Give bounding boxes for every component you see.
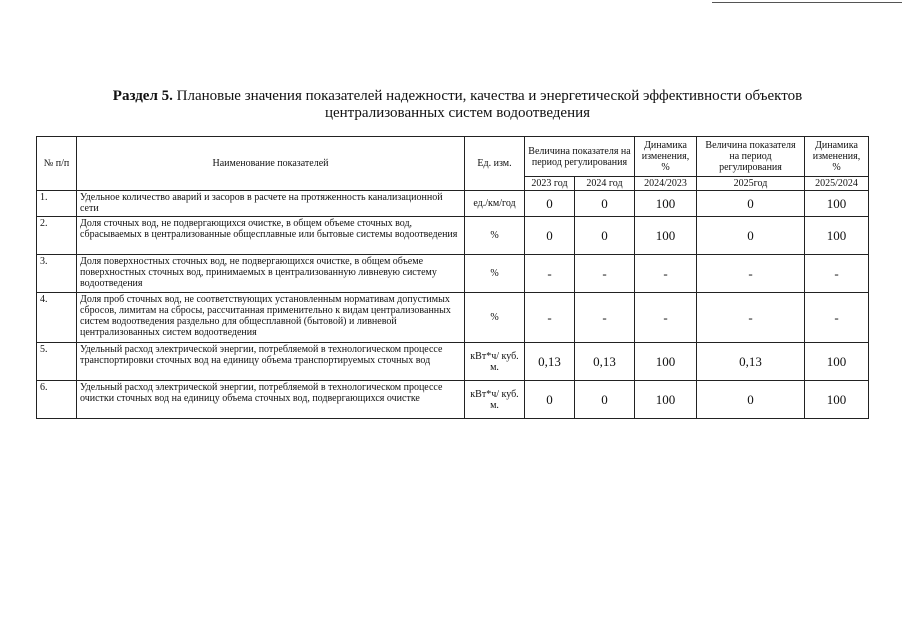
table-row bbox=[37, 381, 869, 419]
header-dynamics-2-period: 2025/2024 bbox=[805, 177, 869, 191]
table-row bbox=[37, 293, 869, 343]
value-2023: 0,13 bbox=[525, 343, 575, 381]
value-2023: - bbox=[525, 293, 575, 343]
value-2025: 0 bbox=[697, 191, 805, 217]
section-label: Раздел 5. bbox=[112, 88, 173, 104]
header-dynamics-2: Динамика изменения, % bbox=[805, 137, 869, 177]
table-row bbox=[37, 217, 869, 255]
value-2024: 0 bbox=[575, 217, 635, 255]
header-dynamics-1-period: 2024/2023 bbox=[635, 177, 697, 191]
value-2023: 0 bbox=[525, 381, 575, 419]
row-num: 3. bbox=[37, 255, 77, 293]
row-name: Доля поверхностных сточных вод, не подвергающихся очистке, в общем объеме поверхностных сточных вод, принимаемых в централизованную ливневую систему водоотведения bbox=[77, 255, 465, 293]
dynamics-2024-2023: - bbox=[635, 255, 697, 293]
value-2024: - bbox=[575, 293, 635, 343]
header-value-2025: Величина показателя на период регулирования bbox=[697, 137, 805, 177]
page-title bbox=[60, 88, 855, 122]
row-name: Доля сточных вод, не подвергающихся очистке, в общем объеме сточных вод, сбрасываемых в централизованные общесплавные или бытовые системы водоотведения bbox=[77, 217, 465, 255]
row-num: 4. bbox=[37, 293, 77, 343]
row-num: 6. bbox=[37, 381, 77, 419]
dynamics-2025-2024: 100 bbox=[805, 381, 869, 419]
dynamics-2024-2023: 100 bbox=[635, 217, 697, 255]
value-2023: - bbox=[525, 255, 575, 293]
dynamics-2025-2024: 100 bbox=[805, 191, 869, 217]
row-name: Удельный расход электрической энергии, потребляемой в технологическом процессе очистки сточных вод на единицу объема сточных вод, подвергающихся очистке bbox=[77, 381, 465, 419]
header-num: № п/п bbox=[37, 137, 77, 191]
dynamics-2024-2023: 100 bbox=[635, 191, 697, 217]
header-unit: Ед. изм. bbox=[465, 137, 525, 191]
header-dynamics-1: Динамика изменения, % bbox=[635, 137, 697, 177]
row-num: 2. bbox=[37, 217, 77, 255]
value-2025: 0 bbox=[697, 381, 805, 419]
value-2023: 0 bbox=[525, 191, 575, 217]
value-2025: 0,13 bbox=[697, 343, 805, 381]
row-unit: кВт*ч/ куб. м. bbox=[465, 381, 525, 419]
dynamics-2024-2023: 100 bbox=[635, 381, 697, 419]
dynamics-2024-2023: 100 bbox=[635, 343, 697, 381]
value-2025: 0 bbox=[697, 217, 805, 255]
row-unit: % bbox=[465, 217, 525, 255]
row-num: 1. bbox=[37, 191, 77, 217]
header-rule bbox=[712, 2, 902, 3]
title-line1: Плановые значения показателей надежности, качества и энергетической эффективности объектов bbox=[172, 88, 803, 104]
value-2024: 0 bbox=[575, 381, 635, 419]
value-2024: 0 bbox=[575, 191, 635, 217]
dynamics-2025-2024: - bbox=[805, 255, 869, 293]
value-2025: - bbox=[697, 255, 805, 293]
dynamics-2025-2024: 100 bbox=[805, 343, 869, 381]
value-2024: 0,13 bbox=[575, 343, 635, 381]
value-2024: - bbox=[575, 255, 635, 293]
header-year-2023: 2023 год bbox=[525, 177, 575, 191]
row-name: Удельный расход электрической энергии, потребляемой в технологическом процессе транспортировки сточных вод на единицу объема транспортируемых сточных вод bbox=[77, 343, 465, 381]
row-unit: % bbox=[465, 293, 525, 343]
title-line2: централизованных систем водоотведения bbox=[324, 105, 591, 121]
value-2023: 0 bbox=[525, 217, 575, 255]
value-2025: - bbox=[697, 293, 805, 343]
row-name: Доля проб сточных вод, не соответствующих установленным нормативам допустимых сбросов, лимитам на сбросы, рассчитанная применительно к видам централизованных систем водоотведения раздельно для общесплавной (бытовой) и ливневой централизованных систем водоотведения bbox=[77, 293, 465, 343]
table-row bbox=[37, 343, 869, 381]
header-value-group: Величина показателя на период регулирования bbox=[525, 137, 635, 177]
row-unit: % bbox=[465, 255, 525, 293]
header-name: Наименование показателей bbox=[77, 137, 465, 191]
row-name: Удельное количество аварий и засоров в расчете на протяженность канализационной сети bbox=[77, 191, 465, 217]
indicators-table bbox=[36, 136, 869, 419]
row-num: 5. bbox=[37, 343, 77, 381]
header-year-2025: 2025год bbox=[697, 177, 805, 191]
dynamics-2025-2024: 100 bbox=[805, 217, 869, 255]
dynamics-2024-2023: - bbox=[635, 293, 697, 343]
row-unit: кВт*ч/ куб. м. bbox=[465, 343, 525, 381]
header-year-2024: 2024 год bbox=[575, 177, 635, 191]
dynamics-2025-2024: - bbox=[805, 293, 869, 343]
table-row bbox=[37, 255, 869, 293]
row-unit: ед./км/год bbox=[465, 191, 525, 217]
table-row bbox=[37, 191, 869, 217]
